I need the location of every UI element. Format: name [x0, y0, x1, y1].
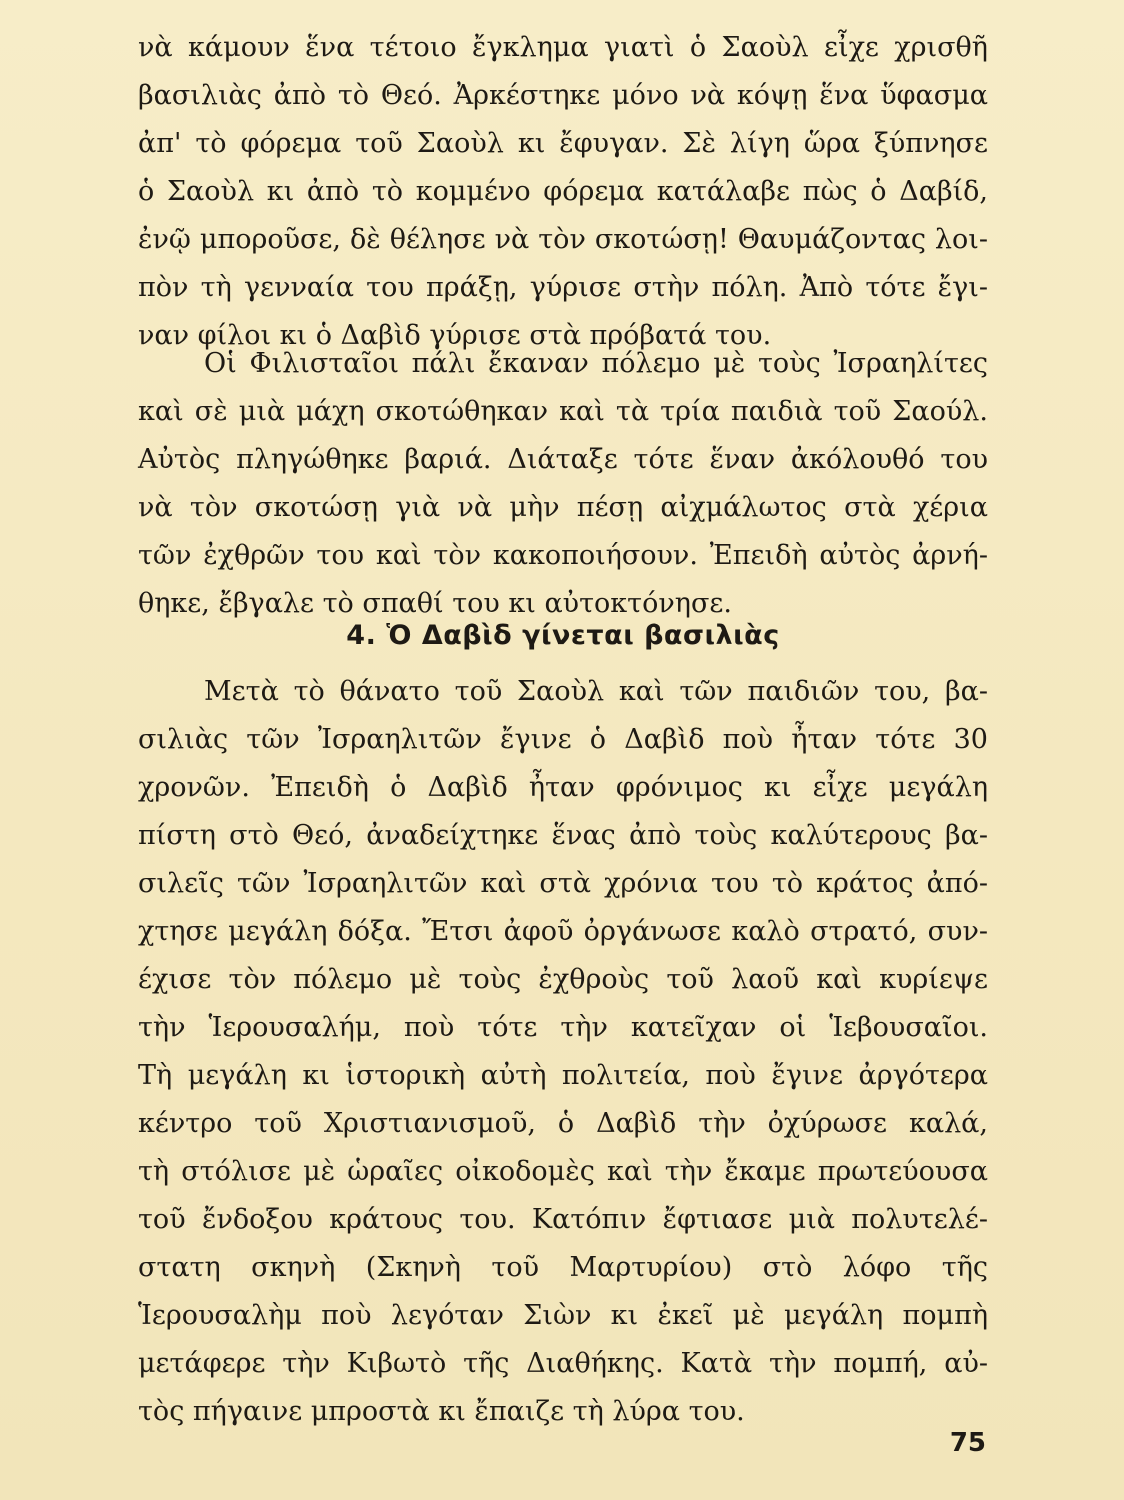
text-line: τὸς πήγαινε μπροστὰ κι ἔπαιζε τὴ λύρα του. — [138, 1396, 745, 1427]
paragraph-2 — [138, 340, 988, 628]
text-line: Ἱερουσαλὴμ ποὺ λεγόταν Σιὼν κι ἐκεῖ μὲ μεγάλη πομπὴ — [138, 1300, 988, 1331]
section-heading: 4. Ὁ Δαβὶδ γίνεται βασιλιὰς — [346, 620, 780, 651]
text-line: ὁ Σαοὺλ κι ἀπὸ τὸ κομμένο φόρεμα κατάλαβε πὼς ὁ Δαβίδ, — [138, 176, 988, 207]
text-line: πίστη στὸ Θεό, ἀναδείχτηκε ἕνας ἀπὸ τοὺς καλύτερους βα- — [138, 820, 988, 851]
text-line: χρονῶν. Ἐπειδὴ ὁ Δαβὶδ ἦταν φρόνιμος κι εἶχε μεγάλη — [138, 772, 988, 803]
text-line: βασιλιὰς ἀπὸ τὸ Θεό. Ἀρκέστηκε μόνο νὰ κόψῃ ἕνα ὕφασμα — [138, 80, 988, 111]
text-line: χτησε μεγάλη δόξα. Ἔτσι ἀφοῦ ὀργάνωσε καλὸ στρατό, συν- — [138, 916, 988, 947]
text-line: Μετὰ τὸ θάνατο τοῦ Σαοὺλ καὶ τῶν παιδιῶν του, βα- — [204, 676, 988, 707]
text-line: πὸν τὴ γενναία του πράξῃ, γύρισε στὴν πόλη. Ἀπὸ τότε ἔγι- — [138, 272, 988, 303]
text-line: θηκε, ἔβγαλε τὸ σπαθί του κι αὐτοκτόνησε. — [138, 588, 732, 619]
text-line: Τὴ μεγάλη κι ἱστορικὴ αὐτὴ πολιτεία, ποὺ ἔγινε ἀργότερα — [138, 1060, 988, 1091]
text-line: στατη σκηνὴ (Σκηνὴ τοῦ Μαρτυρίου) στὸ λόφο τῆς — [138, 1252, 988, 1283]
text-line: ναν φίλοι κι ὁ Δαβὶδ γύρισε στὰ πρόβατά του. — [138, 320, 772, 351]
text-line: νὰ τὸν σκοτώσῃ γιὰ νὰ μὴν πέσῃ αἰχμάλωτος στὰ χέρια — [138, 492, 988, 523]
text-line: μετάφερε τὴν Κιβωτὸ τῆς Διαθήκης. Κατὰ τὴν πομπή, αὐ- — [138, 1348, 988, 1379]
text-line: τῶν ἐχθρῶν του καὶ τὸν κακοποιήσουν. Ἐπειδὴ αὐτὸς ἀρνή- — [138, 540, 988, 571]
text-line: τοῦ ἔνδοξου κράτους του. Κατόπιν ἔφτιασε μιὰ πολυτελέ- — [138, 1204, 988, 1235]
text-line: κέντρο τοῦ Χριστιανισμοῦ, ὁ Δαβὶδ τὴν ὀχύρωσε καλά, — [138, 1108, 988, 1139]
text-line: νὰ κάμουν ἕνα τέτοιο ἔγκλημα γιατὶ ὁ Σαοὺλ εἶχε χρισθῆ — [138, 32, 988, 63]
text-line: καὶ σὲ μιὰ μάχη σκοτώθηκαν καὶ τὰ τρία παιδιὰ τοῦ Σαούλ. — [138, 396, 988, 427]
text-line: τὴν Ἱερουσαλήμ, ποὺ τότε τὴν κατεῖχαν οἱ Ἱεβουσαῖοι. — [138, 1012, 988, 1043]
text-line: ἐνῷ μποροῦσε, δὲ θέλησε νὰ τὸν σκοτώσῃ! Θαυμάζοντας λοι- — [138, 224, 988, 255]
text-line: έχισε τὸν πόλεμο μὲ τοὺς ἐχθροὺς τοῦ λαοῦ καὶ κυρίεψε — [138, 964, 988, 995]
text-line: σιλιὰς τῶν Ἰσραηλιτῶν ἔγινε ὁ Δαβὶδ ποὺ ἦταν τότε 30 — [138, 724, 988, 755]
text-line: Αὐτὸς πληγώθηκε βαριά. Διάταξε τότε ἕναν ἀκόλουθό του — [138, 444, 988, 475]
text-line: Οἱ Φιλισταῖοι πάλι ἔκαναν πόλεμο μὲ τοὺς Ἰσραηλίτες — [204, 348, 988, 379]
paragraph-3 — [138, 668, 988, 1436]
paragraph-1 — [138, 24, 988, 360]
text-line: σιλεῖς τῶν Ἰσραηλιτῶν καὶ στὰ χρόνια του τὸ κράτος ἀπό- — [138, 868, 988, 899]
text-line: τὴ στόλισε μὲ ὡραῖες οἰκοδομὲς καὶ τὴν ἔκαμε πρωτεύουσα — [138, 1156, 988, 1187]
text-line: ἀπ' τὸ φόρεμα τοῦ Σαοὺλ κι ἔφυγαν. Σὲ λίγη ὥρα ξύπνησε — [138, 128, 988, 159]
page-number: 75 — [949, 1428, 986, 1458]
